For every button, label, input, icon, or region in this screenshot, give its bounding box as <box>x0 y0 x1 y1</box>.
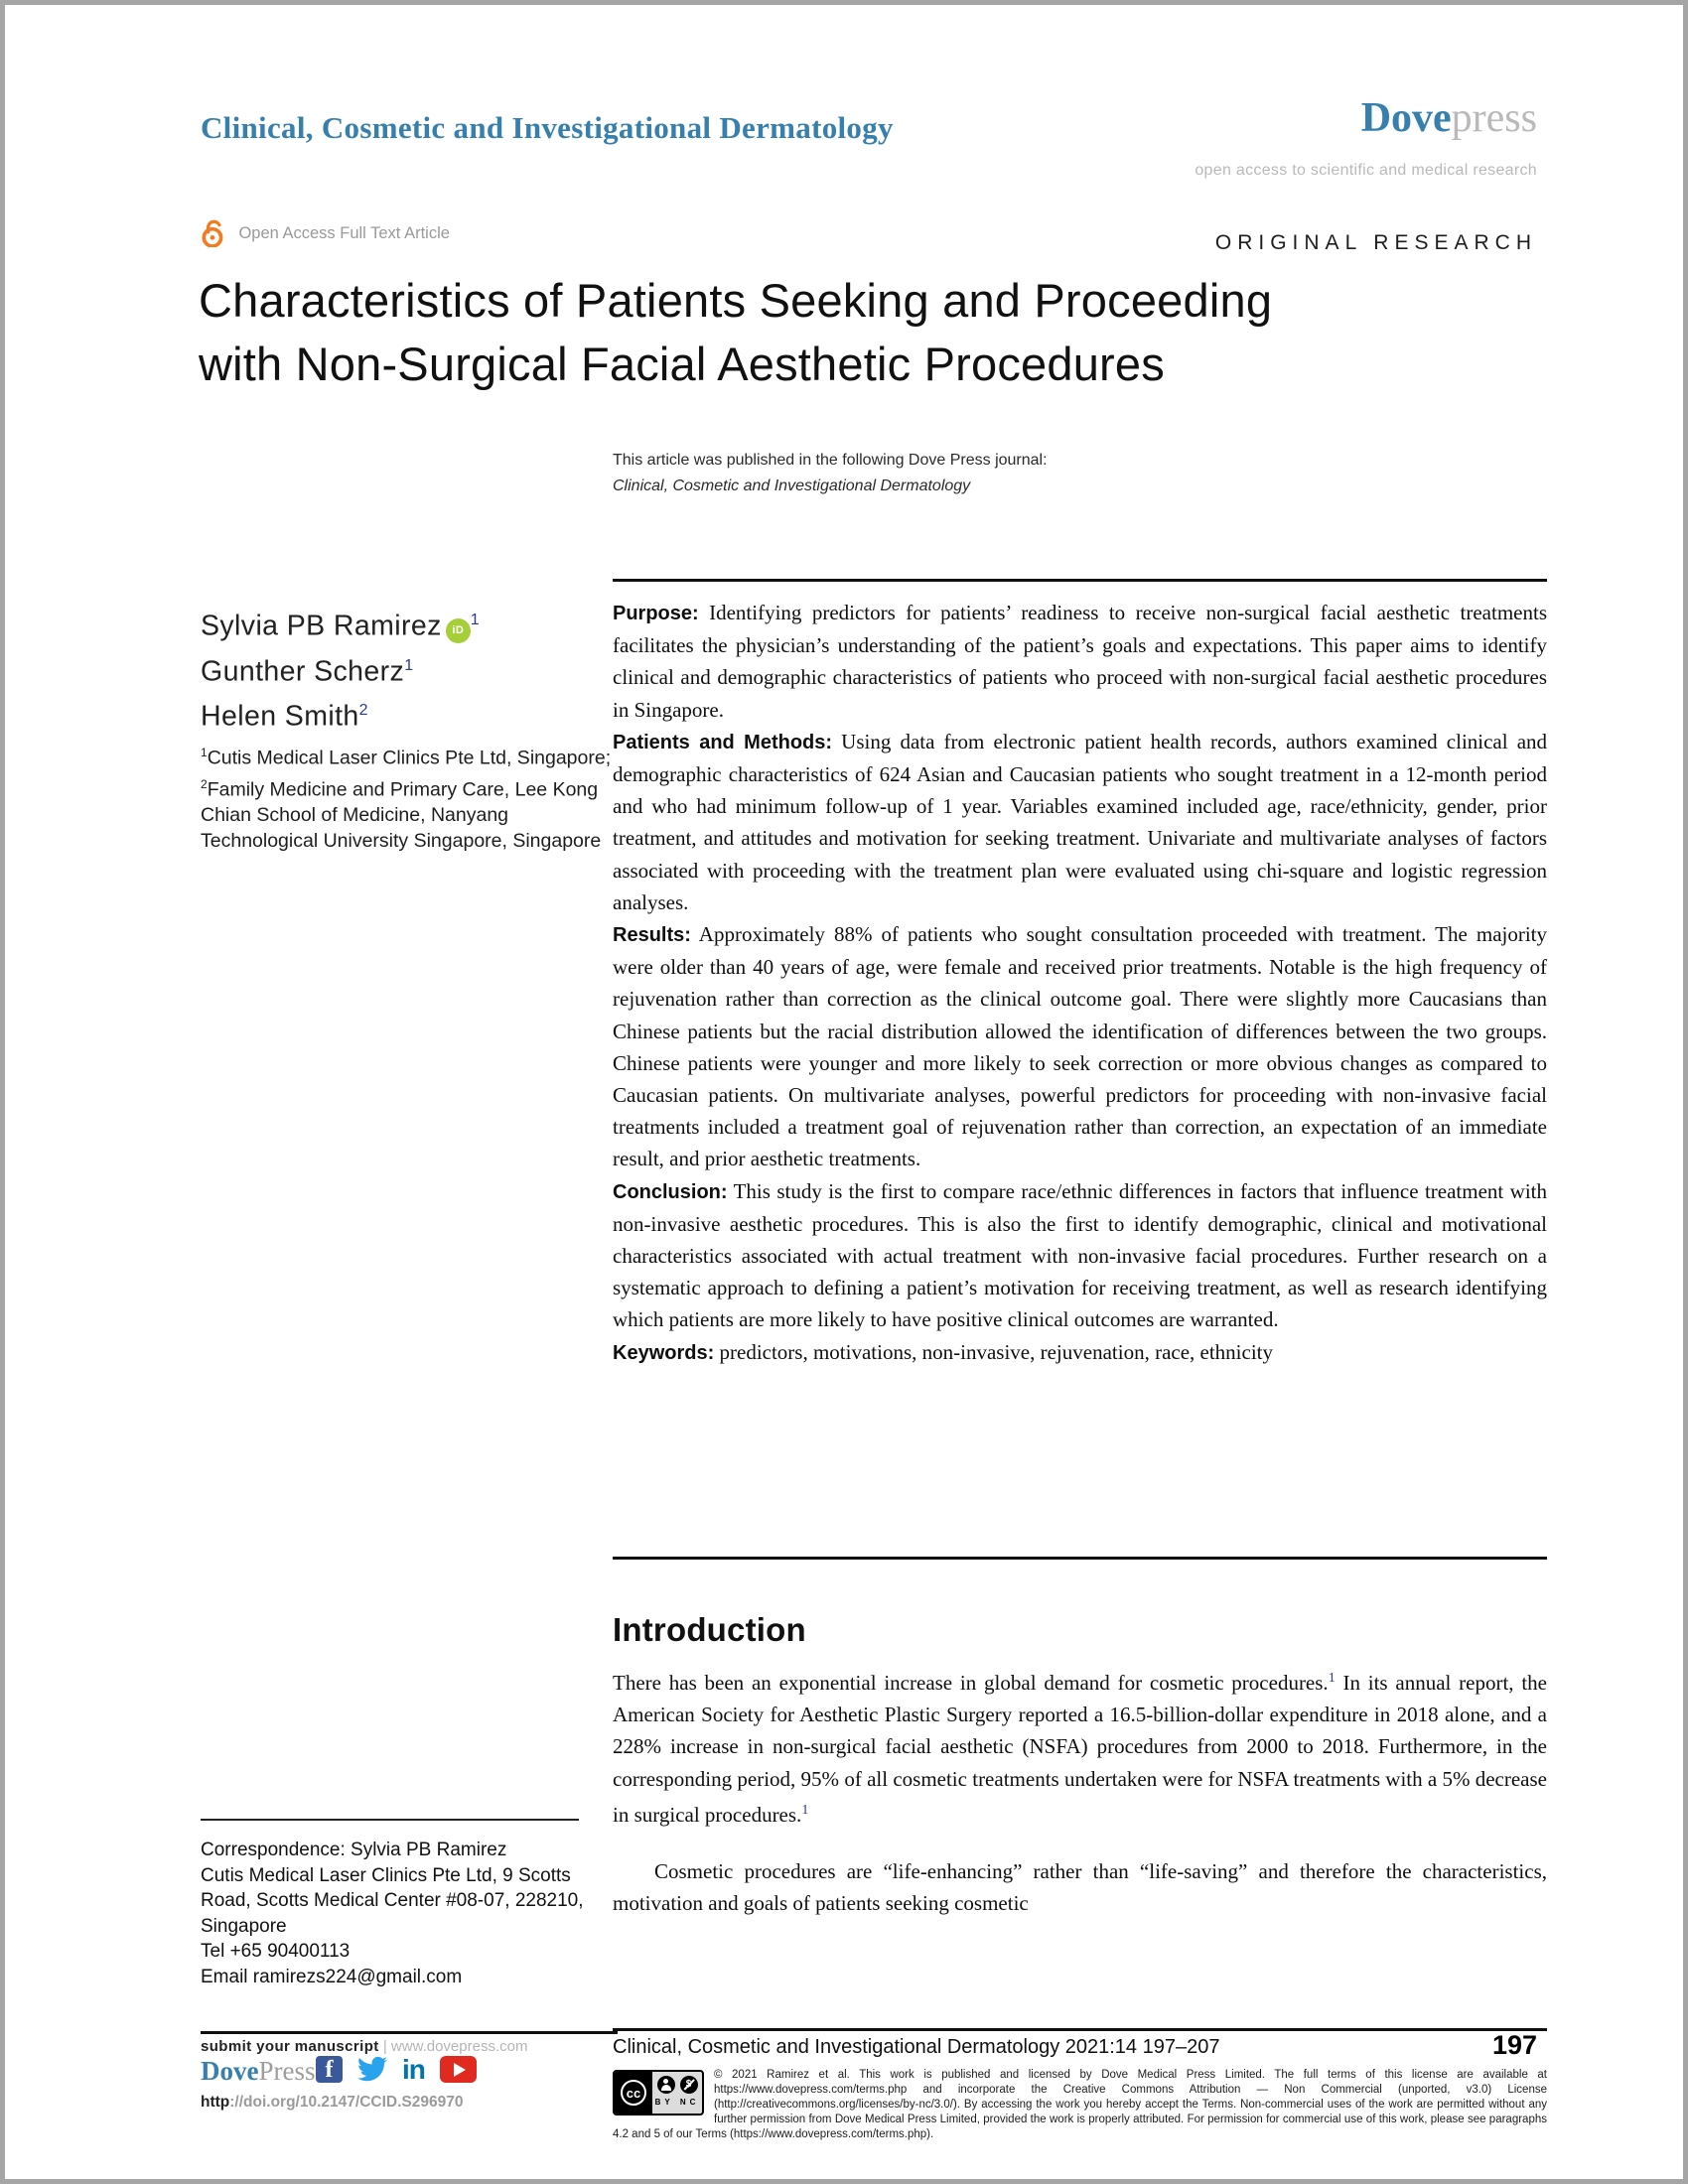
author-name <box>201 691 618 737</box>
author-name <box>201 601 618 646</box>
dovepress-logo-dove: Dove <box>1360 95 1452 141</box>
introduction-heading: Introduction <box>613 1611 806 1648</box>
footer-logo-press: Press <box>258 2056 316 2086</box>
open-access-lock-icon <box>201 219 226 247</box>
dovepress-logo-press: press <box>1451 95 1537 141</box>
author-affiliation-ref: 2 <box>358 702 368 719</box>
doi-prefix: http <box>201 2094 230 2111</box>
open-access-label: Open Access Full Text Article <box>238 223 450 242</box>
twitter-icon[interactable] <box>357 2054 387 2084</box>
abstract-results <box>613 918 1547 1175</box>
footer-citation: Clinical, Cosmetic and Investigational Dermatology 2021:14 197–207 <box>613 2036 1220 2058</box>
article-title <box>199 269 1569 396</box>
social-icons <box>316 2054 477 2084</box>
correspondence-rule <box>201 1819 579 1821</box>
article-title-line2: with Non-Surgical Facial Aesthetic Procedures <box>199 338 1165 390</box>
abstract-bottom-rule <box>613 1557 1547 1560</box>
doi-link[interactable] <box>201 2094 463 2112</box>
correspondence-title: Correspondence: Sylvia PB Ramirez <box>201 1840 507 1860</box>
cc-by-person-icon <box>657 2076 675 2094</box>
correspondence-tel: Tel +65 90400113 <box>201 1941 351 1962</box>
abstract-section-label: Conclusion: <box>613 1180 728 1203</box>
cc-by-nc-icons <box>652 2072 702 2114</box>
abstract-conclusion <box>613 1175 1547 1336</box>
affiliation-ref: 2 <box>201 776 208 791</box>
author-name-text: Gunther Scherz <box>201 655 405 687</box>
affiliation-ref: 1 <box>201 746 208 759</box>
abstract <box>613 597 1547 1550</box>
intro-text: In its annual report, the American Society for Aesthetic Plastic Surgery reported a 16.5-billion-dollar expenditure in 2018 alone, and a 228% increase in non-surgical facial aesthetic (NSFA) procedures from 2000 to 2018. Furthermore, in the corresponding period, 95% of all cosmetic treatments undertaken were for NSFA treatments with a 5% decrease in surgical procedures. <box>613 1671 1548 1827</box>
footer-right-rule <box>613 2028 1547 2031</box>
citation-ref[interactable]: 1 <box>1328 1671 1336 1686</box>
journal-name: Clinical, Cosmetic and Investigational Dermatology <box>201 110 894 145</box>
doi-rest: ://doi.org/10.2147/CCID.S296970 <box>229 2094 464 2111</box>
license-block <box>613 2068 1547 2142</box>
introduction-paragraph-1 <box>613 1663 1547 1831</box>
open-access-row <box>201 219 450 249</box>
abstract-section-label: Keywords: <box>613 1341 715 1364</box>
cc-by-nc-labels: BY NC <box>654 2098 700 2107</box>
abstract-section-text: This study is the first to compare race/ethnic differences in factors that influence treatment with non-invasive aesthetic procedures. This is also the first to identify demographic, clinical and motivational characteristics associated with actual treatment with non-invasive facial procedures. Further research on a systematic approach to defining a patient’s motivation for receiving treatment, as well as research identifying which patients are more likely to have positive clinical outcomes are warranted. <box>613 1178 1547 1332</box>
citation-ref[interactable]: 1 <box>801 1802 809 1818</box>
author-affiliation-ref: 1 <box>404 656 414 674</box>
author-affiliation-ref: 1 <box>470 612 481 628</box>
abstract-methods <box>613 726 1547 918</box>
author-name <box>201 646 618 692</box>
intro-text: There has been an exponential increase in global demand for cosmetic procedures. <box>613 1671 1329 1695</box>
orcid-id-icon[interactable]: iD <box>446 618 471 643</box>
youtube-icon[interactable] <box>440 2056 477 2083</box>
linkedin-icon[interactable]: in <box>402 2053 425 2085</box>
affiliation-text: Cutis Medical Laser Clinics Pte Ltd, Singapore; <box>207 747 612 769</box>
submit-manuscript-line <box>201 2038 527 2055</box>
author-list <box>201 601 618 737</box>
correspondence-address: Cutis Medical Laser Clinics Pte Ltd, 9 Scotts Road, Scotts Medical Center #08-07, 228210, Singapore <box>201 1864 584 1937</box>
dovepress-logo <box>1361 94 1537 142</box>
footer-logo-dove: Dove <box>201 2056 259 2086</box>
abstract-section-label: Purpose: <box>613 603 699 624</box>
affiliation-text: Family Medicine and Primary Care, Lee Kong Chian School of Medicine, Nanyang Technological University Singapore, Singapore <box>201 778 602 852</box>
abstract-section-label: Results: <box>613 924 691 947</box>
introduction-paragraph-2: Cosmetic procedures are “life-enhancing” rather than “life-saving” and therefore the characteristics, motivation and goals of patients seeking cosmetic <box>613 1859 1547 1916</box>
license-text: © 2021 Ramirez et al. This work is published and licensed by Dove Medical Press Limited. The full terms of this license are available at https://www.dovepress.com/terms.php and incorporate the Creative Commons Attribution — Non Commercial (unported, v3.0) License (http://creativecommons.org/licenses/by-nc/3.0/). By accessing the work you hereby accept the Terms. Non-commercial uses of the work are permitted without any further permission from Dove Medical Press Limited, provided the work is properly attributed. For permission for commercial use of this work, please see paragraphs 4.2 and 5 of our Terms (https://www.dovepress.com/terms.php). <box>613 2069 1547 2140</box>
cc-logo-text: cc <box>621 2080 646 2106</box>
facebook-icon[interactable]: f <box>316 2056 343 2083</box>
submit-manuscript-label: submit your manuscript <box>201 2038 379 2055</box>
abstract-section-text: predictors, motivations, non-invasive, rejuvenation, race, ethnicity <box>719 1339 1274 1364</box>
published-note-text: This article was published in the following Dove Press journal: <box>613 452 1048 469</box>
article-type-label: ORIGINAL RESEARCH <box>1214 231 1537 254</box>
cc-nc-dollar-icon <box>680 2076 698 2094</box>
abstract-keywords <box>613 1336 1547 1369</box>
affiliations <box>201 740 613 854</box>
page-number: 197 <box>1491 2030 1537 2060</box>
abstract-purpose <box>613 597 1547 726</box>
footer-dovepress-logo <box>201 2056 316 2087</box>
published-note <box>613 448 1048 499</box>
abstract-section-text: Identifying predictors for patients’ readiness to receive non-surgical facial aesthetic treatments facilitates the physician’s understanding of the patient’s goals and expectations. This paper aims to identify clinical and demographic characteristics of patients who proceed with non-surgical facial aesthetic procedures in Singapore. <box>613 601 1547 722</box>
published-journal-name: Clinical, Cosmetic and Investigational Dermatology <box>613 478 971 494</box>
correspondence-email[interactable]: Email ramirezs224@gmail.com <box>201 1966 463 1987</box>
cc-by-nc-badge[interactable] <box>613 2070 704 2116</box>
article-title-line1: Characteristics of Patients Seeking and Proceeding <box>199 274 1273 327</box>
dovepress-url-link[interactable]: www.dovepress.com <box>390 2038 528 2055</box>
correspondence-block <box>201 1838 598 1989</box>
author-name-text: Sylvia PB Ramirez <box>201 610 442 642</box>
abstract-section-text: Approximately 88% of patients who sought consultation proceeded with treatment. The majority were older than 40 years of age, were female and received prior treatments. Notable is the high frequency of rejuvenation rather than correction as the clinical outcome goal. There were slightly more Caucasians than Chinese patients but the racial distribution allowed the identification of differences between the two groups. Chinese patients were younger and more likely to seek correction or more obvious changes as compared to Caucasian patients. On multivariate analyses, powerful predictors for proceeding with non-invasive facial treatments included a treatment goal of rejuvenation rather than correction, an expectation of an immediate result, and prior aesthetic treatments. <box>613 922 1547 1171</box>
publisher-tagline: open access to scientific and medical research <box>1195 162 1537 179</box>
abstract-section-text: Using data from electronic patient health records, authors examined clinical and demographic characteristics of 624 Asian and Caucasian patients who sought treatment in a 12-month period and who had minimum follow-up of 1 year. Variables examined included age, race/ethnicity, gender, prior treatment, and attitudes and motivation for seeking treatment. Univariate and multivariate analyses of factors associated with proceeding with the treatment plan were evaluated using chi-square and logistic regression analyses. <box>613 729 1547 914</box>
abstract-section-label: Patients and Methods: <box>613 731 833 753</box>
cc-logo <box>615 2072 652 2114</box>
footer-left-rule <box>201 2031 618 2034</box>
separator: | <box>378 2038 391 2055</box>
abstract-top-rule <box>613 579 1547 582</box>
author-name-text: Helen Smith <box>201 700 359 733</box>
